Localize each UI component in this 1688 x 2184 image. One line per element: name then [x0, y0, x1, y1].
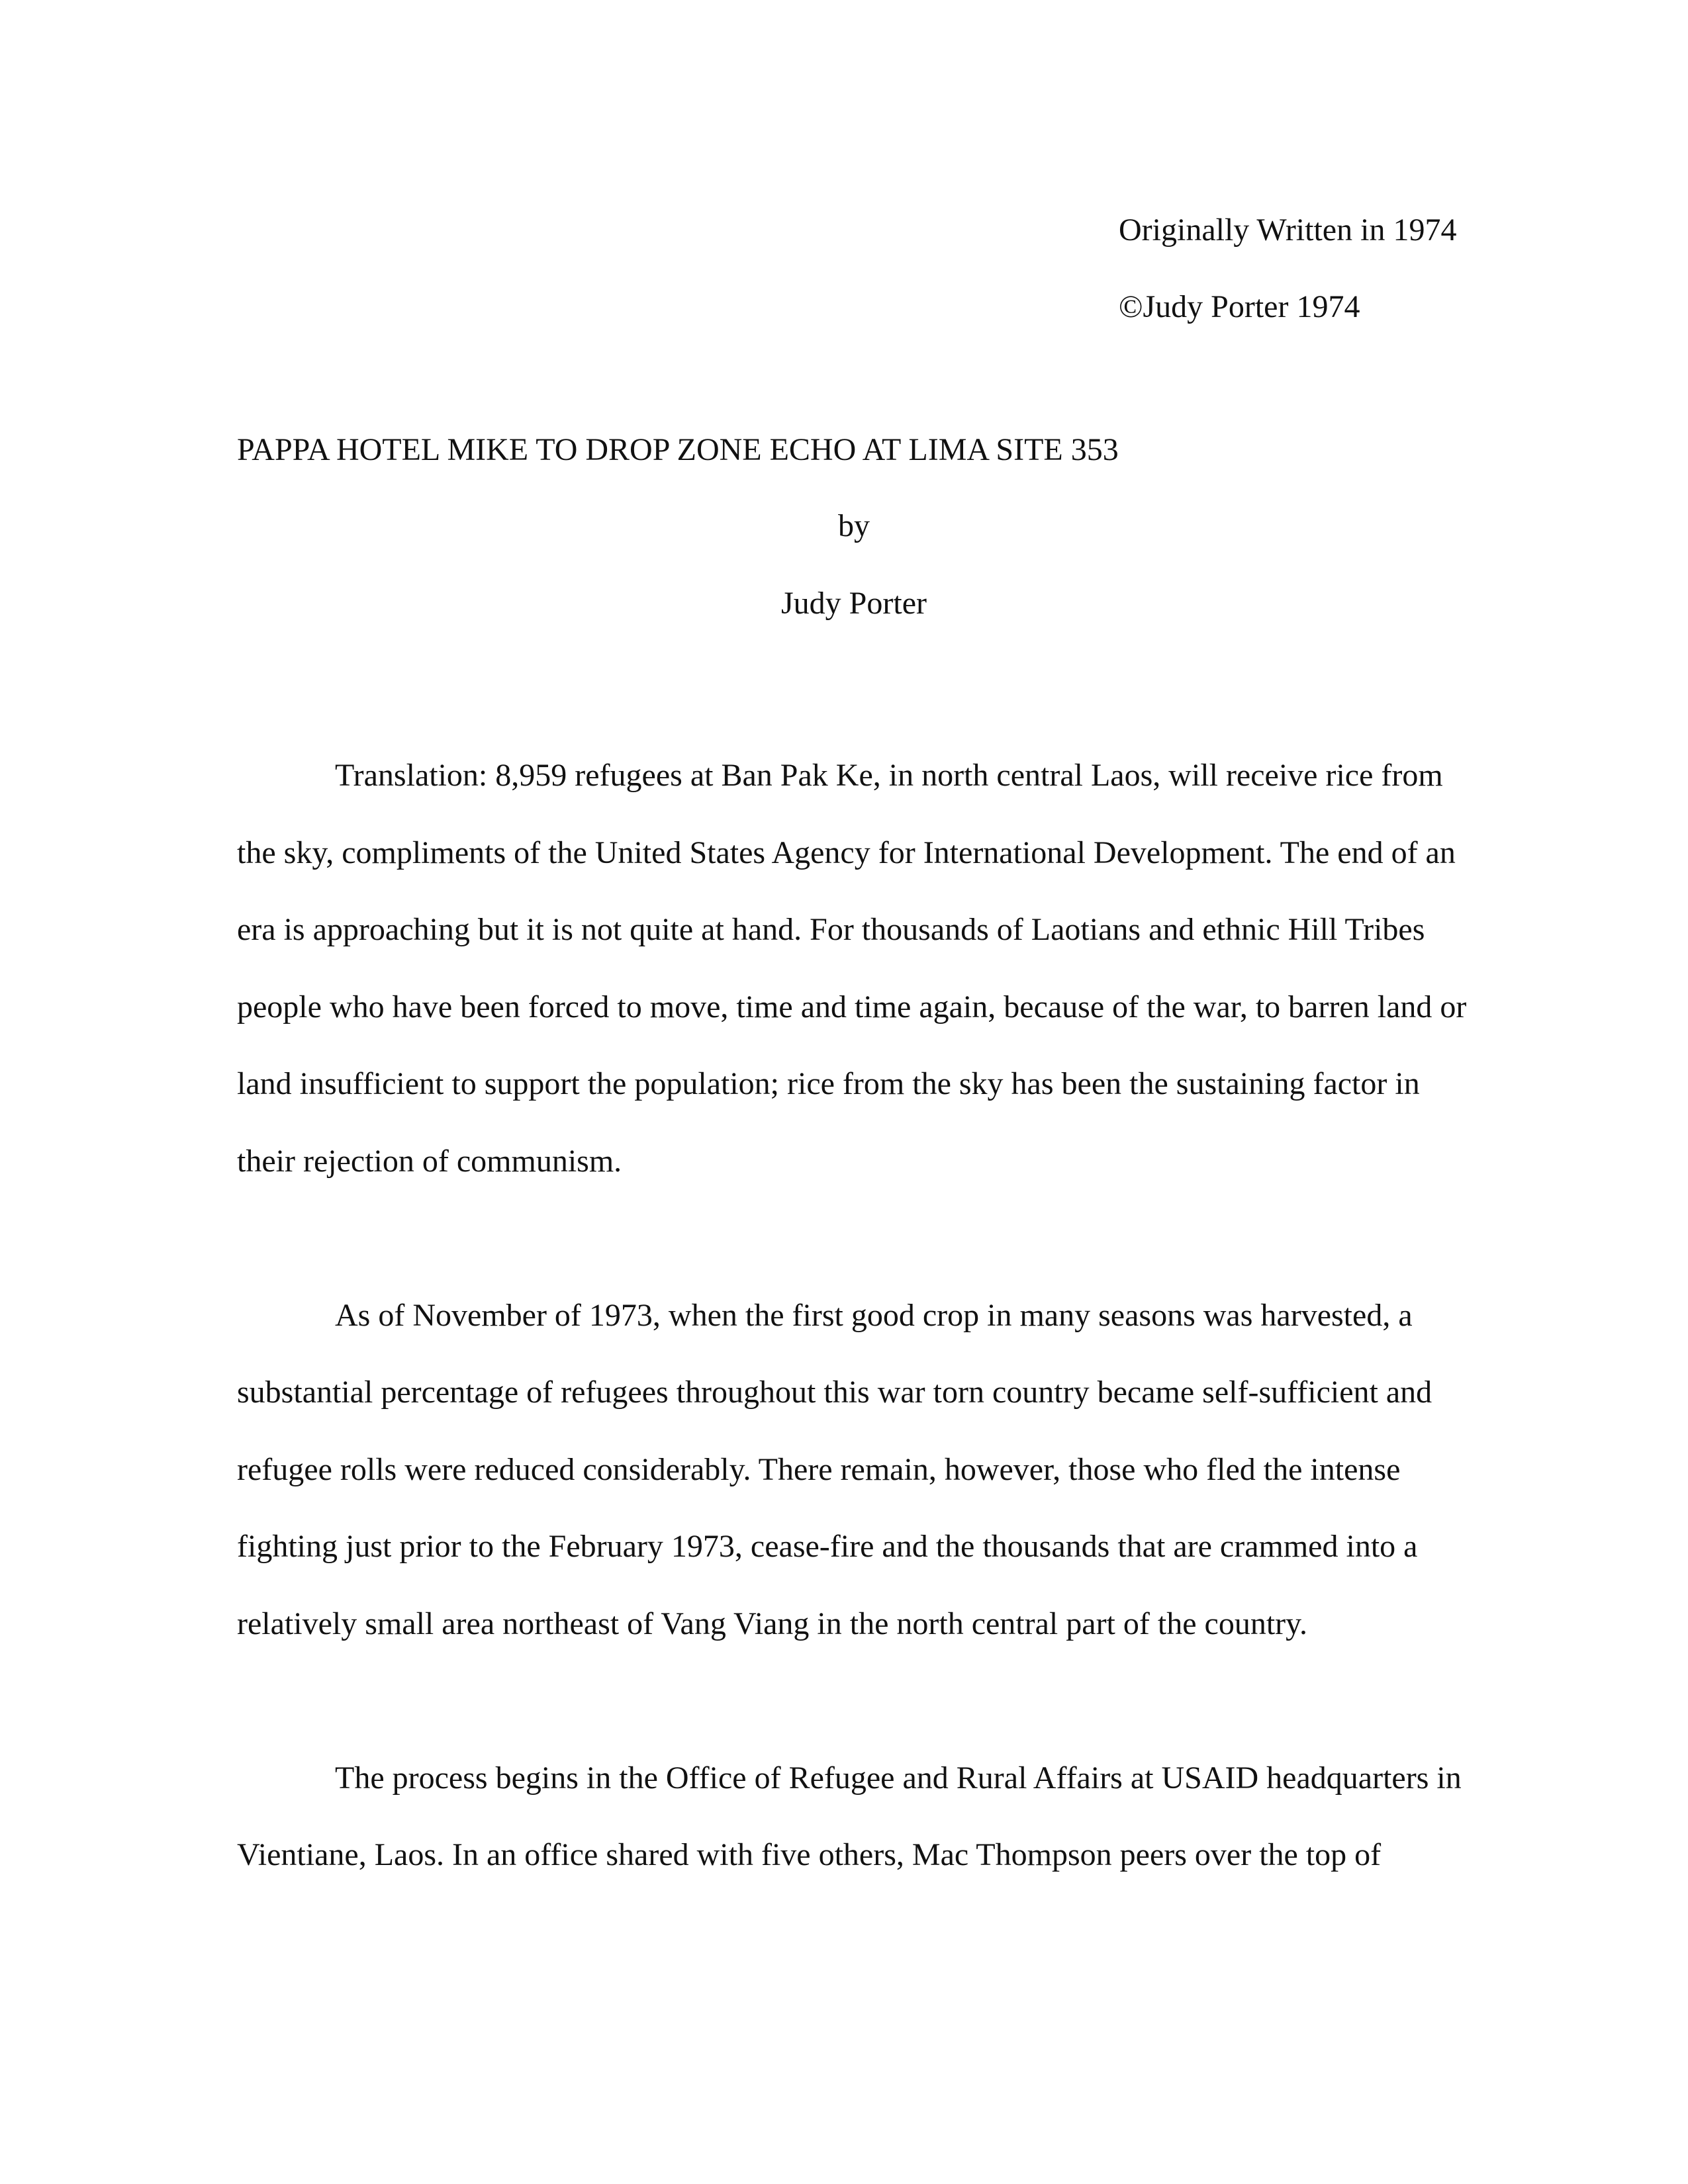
paragraph-november-1973: As of November of 1973, when the first good crop in many seasons was harvested, a substantial percentage of refugees throughout this war torn country became self-sufficient and refugee rolls were reduced considerably. There remain, however, those who fled the intense fighting just prior to the February 1973, cease-fire and the thousands that are crammed into a relatively small area northeast of Vang Viang in the north central part of the country. — [237, 1297, 1432, 1641]
document-title: PAPPA HOTEL MIKE TO DROP ZONE ECHO AT LIMA SITE 353 — [237, 432, 1119, 467]
byline-by: by — [838, 508, 870, 543]
header-block — [1119, 192, 1456, 345]
originally-written-note: Originally Written in 1974 — [1119, 212, 1457, 248]
document-body — [237, 737, 1471, 1971]
byline-author: Judy Porter — [781, 586, 927, 621]
paragraph-process-begins: The process begins in the Office of Refugee and Rural Affairs at USAID headquarters in Vientiane, Laos. In an office shared with five others, Mac Thompson peers over the top of — [237, 1760, 1462, 1872]
paragraph-translation: Translation: 8,959 refugees at Ban Pak Ke, in north central Laos, will receive rice from the sky, compliments of the United States Agency for International Development. The end of an era is approaching but it is not quite at hand. For thousands of Laotians and ethnic Hill Tribes people who have been forced to move, time and time again, because of the war, to barren land or land insufficient to support the population; rice from the sky has been the sustaining factor in their rejection of communism. — [237, 758, 1467, 1179]
copyright-notice: ©Judy Porter 1974 — [1119, 289, 1360, 324]
